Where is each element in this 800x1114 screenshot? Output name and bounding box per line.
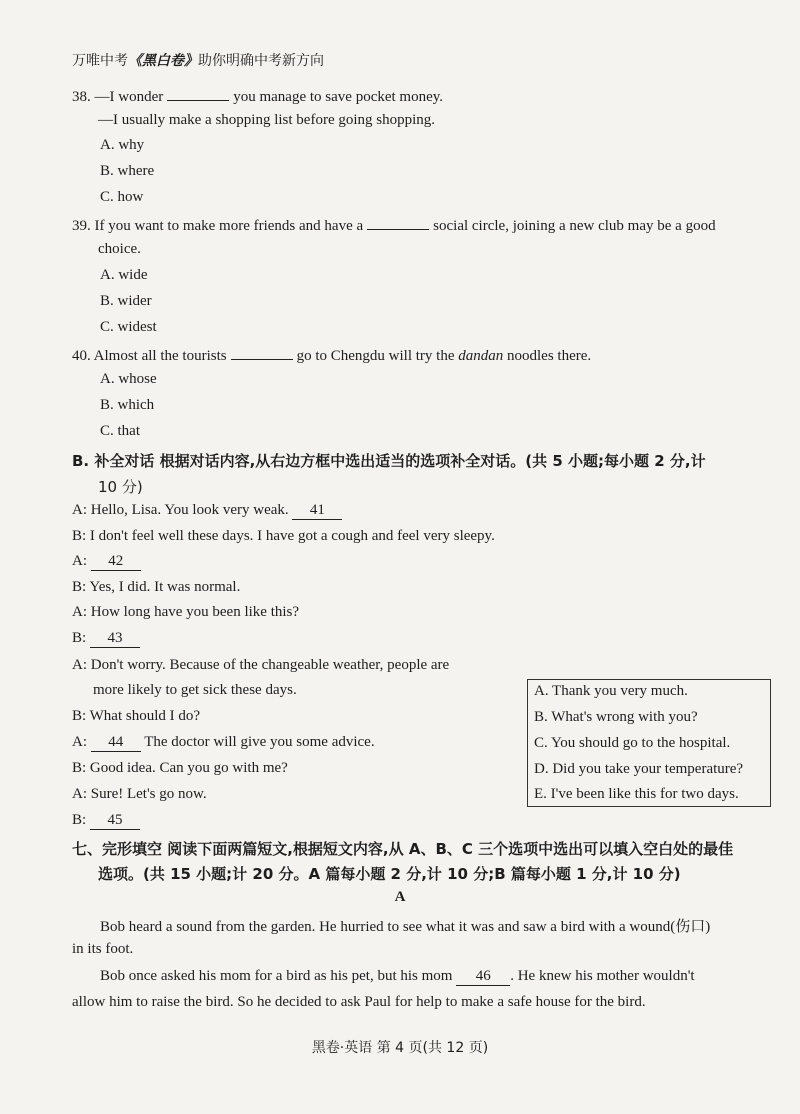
- dialog-line: A: 42: [72, 553, 141, 571]
- question-40: 40. Almost all the tourists go to Chengdu will try the dandan noodles there.: [72, 345, 591, 365]
- answer-blank: [167, 86, 229, 101]
- dialog-line: A: Sure! Let's go now.: [72, 786, 207, 802]
- dialog-line: B: Yes, I did. It was normal.: [72, 579, 241, 595]
- dialog-line: B: Good idea. Can you go with me?: [72, 760, 288, 776]
- answer-blank: [231, 345, 293, 360]
- passage-a-title: A: [394, 889, 406, 905]
- answer-blank-46: 46: [456, 968, 510, 986]
- page-header: 万唯中考《黑白卷》助你明确中考新方向: [72, 53, 324, 69]
- section-b-heading-cont: 10 分): [98, 478, 143, 496]
- section-7-heading: 七、完形填空 阅读下面两篇短文,根据短文内容,从 A、B、C 三个选项中选出可以填入空白处的最佳: [72, 840, 734, 858]
- dialog-line: B: 45: [72, 812, 140, 830]
- passage-text: allow him to raise the bird. So he decided to ask Paul for help to make a safe house for the bird.: [72, 994, 646, 1010]
- answer-blank: [367, 215, 429, 230]
- box-option-a: A. Thank you very much.: [534, 683, 688, 699]
- answer-blank-42: 42: [91, 553, 141, 571]
- answer-blank-45: 45: [90, 812, 140, 830]
- option: C. that: [100, 423, 140, 439]
- dialog-line: A: How long have you been like this?: [72, 604, 300, 620]
- option: A. wide: [100, 267, 148, 283]
- dialog-line: A: 44 The doctor will give you some advice.: [72, 734, 375, 750]
- option: A. whose: [100, 371, 157, 387]
- passage-text: Bob once asked his mom for a bird as his pet, but his mom 46 . He knew his mother wouldn't: [100, 968, 695, 984]
- option: B. where: [100, 163, 155, 179]
- dialog-line: B: 43: [72, 630, 140, 648]
- box-option-b: B. What's wrong with you?: [534, 709, 698, 725]
- box-option-e: E. I've been like this for two days.: [534, 786, 739, 802]
- box-option-d: D. Did you take your temperature?: [534, 761, 744, 777]
- dialog-line: A: Hello, Lisa. You look very weak. 41: [72, 502, 342, 520]
- question-38-reply: —I usually make a shopping list before going shopping.: [98, 112, 436, 128]
- dialog-line: A: Don't worry. Because of the changeable weather, people are: [72, 657, 450, 673]
- option: B. wider: [100, 293, 152, 309]
- answer-blank-44: 44: [91, 734, 141, 752]
- dialog-line: more likely to get sick these days.: [93, 682, 297, 698]
- box-option-c: C. You should go to the hospital.: [534, 735, 731, 751]
- question-39-cont: choice.: [98, 241, 141, 257]
- section-b-heading: B. 补全对话 根据对话内容,从右边方框中选出适当的选项补全对话。(共 5 小题;每小题 2 分,计: [72, 452, 706, 470]
- dialog-line: B: What should I do?: [72, 708, 201, 724]
- question-39: 39. If you want to make more friends and have a social circle, joining a new club may be a good: [72, 215, 716, 235]
- brand-title: 《黑白卷》: [128, 53, 198, 69]
- section-7-heading-cont: 选项。(共 15 小题;计 20 分。A 篇每小题 2 分,计 10 分;B 篇每小题 1 分,计 10 分): [98, 865, 681, 883]
- answer-blank-41: 41: [292, 502, 342, 520]
- passage-text: in its foot.: [72, 941, 134, 957]
- passage-text: Bob heard a sound from the garden. He hurried to see what it was and saw a bird with a wound(伤口): [100, 919, 711, 935]
- options-box: [527, 679, 771, 807]
- answer-blank-43: 43: [90, 630, 140, 648]
- page-footer: 黑卷·英语 第 4 页(共 12 页): [311, 1040, 489, 1056]
- option: C. how: [100, 189, 144, 205]
- question-38: 38. —I wonder you manage to save pocket money.: [72, 86, 443, 106]
- dialog-line: B: I don't feel well these days. I have got a cough and feel very sleepy.: [72, 528, 495, 544]
- option: B. which: [100, 397, 155, 413]
- option: A. why: [100, 137, 145, 153]
- option: C. widest: [100, 319, 157, 335]
